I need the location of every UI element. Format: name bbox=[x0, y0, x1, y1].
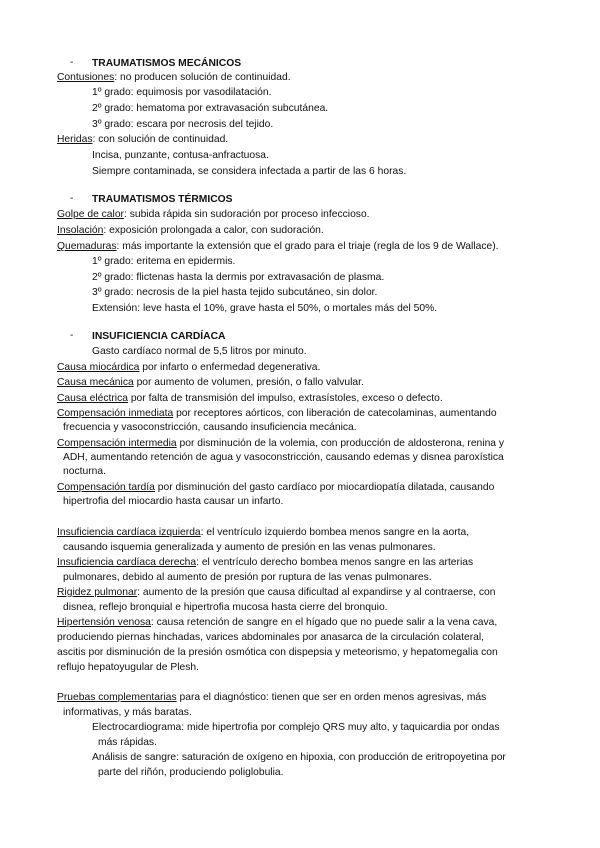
continuation-line: reflujo hepatoyugular de Plesh. bbox=[57, 662, 199, 673]
term: Causa miocárdica bbox=[57, 362, 140, 373]
section-bullet: - bbox=[70, 57, 74, 68]
definition: : no producen solución de continuidad. bbox=[114, 72, 291, 83]
definition-line bbox=[57, 691, 486, 704]
section-heading: INSUFICIENCIA CARDÍACA bbox=[92, 331, 226, 342]
definition: : exposición prolongada a calor, con sudoración. bbox=[103, 225, 324, 236]
continuation-line: ADH, aumentando retención de agua y vasoconstricción, causando edemas y disnea paroxística bbox=[63, 452, 504, 463]
definition-line bbox=[57, 224, 324, 237]
definition: por disminución de la volemia, con producción de aldosterona, renina y bbox=[176, 438, 505, 449]
section-bullet: - bbox=[70, 193, 74, 204]
term: Causa mecánica bbox=[57, 377, 134, 388]
list-item: Siempre contaminada, se considera infectada a partir de las 6 horas. bbox=[92, 166, 407, 177]
continuation-line: causando isquemia generalizada y aumento de presión en las venas pulmonares. bbox=[63, 542, 436, 553]
term: Insuficiencia cardíaca izquierda bbox=[57, 527, 201, 538]
term: Pruebas complementarias bbox=[57, 692, 177, 703]
term: Hipertensión venosa bbox=[57, 617, 151, 628]
definition: por falta de transmisión del impulso, extrasístoles, exceso o defecto. bbox=[127, 393, 443, 404]
definition-line bbox=[57, 208, 370, 221]
term: Quemaduras bbox=[57, 241, 117, 252]
list-item: 3º grado: necrosis de la piel hasta tejido subcutáneo, sin dolor. bbox=[92, 287, 378, 298]
section-heading: TRAUMATISMOS TÉRMICOS bbox=[92, 194, 233, 205]
continuation-line: pulmonares, debido al aumento de presión por ruptura de las venas pulmonares. bbox=[63, 572, 432, 583]
definition-line bbox=[57, 71, 291, 84]
continuation-line: nocturna. bbox=[63, 466, 106, 477]
continuation-line: disnea, reflejo bronquial e hipertrofia mucosa hasta cierre del bronquio. bbox=[63, 602, 388, 613]
definition: por receptores aórticos, con liberación de catecolaminas, aumentando bbox=[173, 408, 497, 419]
term: Contusiones bbox=[57, 72, 115, 83]
list-item: 1º grado: equimosis por vasodilatación. bbox=[92, 87, 272, 98]
term: Rigidez pulmonar bbox=[57, 587, 138, 598]
definition-line bbox=[57, 392, 443, 405]
continuation-line: hipertrofia del miocardio hasta causar un infarto. bbox=[63, 496, 284, 507]
section-bullet: - bbox=[70, 330, 74, 341]
term: Golpe de calor bbox=[57, 209, 124, 220]
list-item: 3º grado: escara por necrosis del tejido. bbox=[92, 119, 274, 130]
definition-line bbox=[57, 407, 497, 420]
definition: : aumento de la presión que causa dificultad al expandirse y al contraerse, con bbox=[137, 587, 496, 598]
continuation-line: más rápidas. bbox=[98, 737, 157, 748]
definition-line bbox=[57, 133, 228, 146]
definition-line bbox=[57, 376, 364, 389]
list-item: Incisa, punzante, contusa-anfractuosa. bbox=[92, 150, 269, 161]
definition: por aumento de volumen, presión, o fallo valvular. bbox=[133, 377, 364, 388]
definition: para el diagnóstico: tienen que ser en orden menos agresivas, más bbox=[176, 692, 487, 703]
definition-line bbox=[57, 556, 473, 569]
list-item: Extensión: leve hasta el 10%, grave hasta el 50%, o mortales más del 50%. bbox=[92, 303, 438, 314]
term: Heridas bbox=[57, 134, 93, 145]
definition-line bbox=[57, 481, 494, 494]
continuation-line: parte del riñón, produciendo poliglobulia. bbox=[98, 767, 284, 778]
definition: : más importante la extensión que el grado para el triaje (regla de los 9 de Wallace). bbox=[116, 241, 499, 252]
definition: : causa retención de sangre en el hígado que no puede salir a la vena cava, bbox=[150, 617, 498, 628]
term: Insuficiencia cardíaca derecha bbox=[57, 557, 197, 568]
section-heading: TRAUMATISMOS MECÁNICOS bbox=[92, 58, 242, 69]
list-item: 2º grado: hematoma por extravasación subcutánea. bbox=[92, 103, 329, 114]
definition: : el ventrículo izquierdo bombea menos sangre en la aorta, bbox=[200, 527, 470, 538]
definition: por disminución del gasto cardíaco por miocardiopatía dilatada, causando bbox=[154, 482, 495, 493]
definition-line bbox=[57, 361, 320, 374]
continuation-line: produciendo piernas hinchadas, varices abdominales por anasarca de la circulación colateral, bbox=[57, 632, 484, 643]
term: Causa eléctrica bbox=[57, 393, 128, 404]
definition-line bbox=[57, 586, 495, 599]
definition-line bbox=[57, 240, 498, 253]
definition: por infarto o enfermedad degenerativa. bbox=[139, 362, 321, 373]
term: Insolación bbox=[57, 225, 104, 236]
list-item: Análisis de sangre: saturación de oxígeno en hipoxia, con producción de eritropoyetina por bbox=[92, 752, 506, 763]
definition-line bbox=[57, 616, 497, 629]
definition: : el ventrículo derecho bombea menos sangre en las arterias bbox=[196, 557, 474, 568]
paragraph-line: Gasto cardíaco normal de 5,5 litros por minuto. bbox=[92, 346, 307, 357]
definition-line bbox=[57, 526, 469, 539]
list-item: 2º grado: flictenas hasta la dermis por extravasación de plasma. bbox=[92, 272, 385, 283]
term: Compensación inmediata bbox=[57, 408, 174, 419]
term: Compensación tardía bbox=[57, 482, 155, 493]
definition-line bbox=[57, 437, 504, 450]
list-item: Electrocardiograma: mide hipertrofia por complejo QRS muy alto, y taquicardia por ondas bbox=[92, 722, 500, 733]
continuation-line: informativas, y más baratas. bbox=[63, 707, 192, 718]
continuation-line: ascitis por disminución de la presión osmótica con dispepsia y meteorismo, y hepatomegalia con bbox=[57, 647, 498, 658]
term: Compensación intermedia bbox=[57, 438, 177, 449]
list-item: 1º grado: eritema en epidermis. bbox=[92, 256, 236, 267]
continuation-line: frecuencia y vasoconstricción, causando insuficiencia mecánica. bbox=[63, 422, 357, 433]
definition: : con solución de continuidad. bbox=[92, 134, 229, 145]
definition: : subida rápida sin sudoración por proceso infeccioso. bbox=[123, 209, 370, 220]
